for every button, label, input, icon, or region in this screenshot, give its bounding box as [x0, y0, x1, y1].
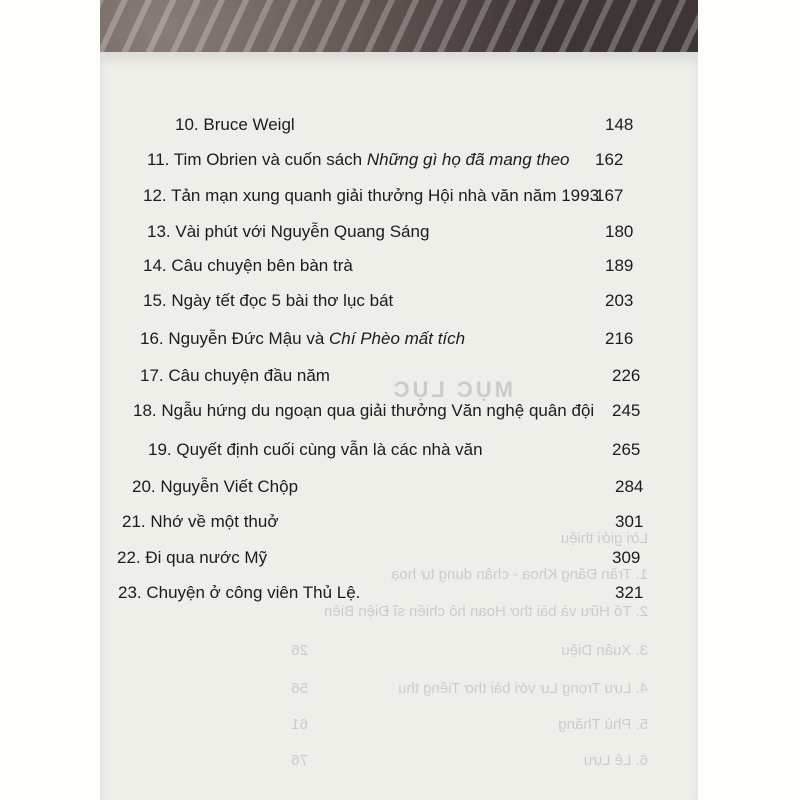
toc-entry-number: 13.: [147, 222, 176, 241]
toc-entry-title-text: Nguyễn Đức Mậu và: [168, 329, 330, 348]
toc-page-number: 245: [612, 401, 641, 420]
toc-entry: [132, 472, 298, 502]
toc-row: [100, 578, 698, 608]
show-through-line-text: Lời giới thiệu: [560, 530, 648, 547]
toc-entry-title: [160, 477, 298, 496]
toc-entry-number: 22.: [117, 548, 146, 567]
toc-entry-number: 21.: [122, 512, 151, 531]
toc-row: [100, 472, 698, 502]
toc-entry-title: [146, 583, 360, 602]
toc-entry-title-text: Câu chuyện bên bàn trà: [171, 256, 353, 275]
toc-entry-number: 15.: [143, 291, 172, 310]
show-through-line-text: 3. Xuân Diệu: [561, 642, 648, 659]
toc-entry-title-text: Đi qua nước Mỹ: [145, 548, 268, 567]
toc-entry-title-text: Tản mạn xung quanh giải thưởng Hội nhà văn năm 1993: [171, 186, 600, 205]
toc-entry-title-italic: Chí Phèo mất tích: [329, 329, 466, 348]
toc-entry-number: 18.: [133, 401, 162, 420]
show-through-line-text: 1. Trần Đăng Khoa - chân dung tự hoạ: [391, 566, 648, 583]
book-page: [100, 52, 698, 800]
toc-entry-title: [171, 186, 599, 205]
toc-page-number: 162: [595, 150, 624, 169]
toc-page-number: 216: [605, 329, 634, 348]
toc-row: [100, 145, 698, 175]
toc-page-number: 148: [605, 115, 634, 134]
toc-entry: [117, 543, 267, 573]
toc-entry: [147, 217, 429, 247]
toc-entry-title-text: Bruce Weigl: [203, 115, 295, 134]
toc-row: [100, 324, 698, 354]
toc-page-number: 301: [615, 512, 644, 531]
show-through-line-text: 6. Lê Lựu: [583, 752, 648, 769]
toc-entry-title-text: Ngẫu hứng du ngoạn qua giải thưởng Văn nghệ quân đội: [161, 401, 595, 420]
show-through-line-page: 26: [291, 642, 308, 659]
toc-page-number: 167: [595, 186, 624, 205]
table-of-contents: [100, 52, 698, 800]
toc-entry: [148, 435, 483, 465]
toc-entry-title-text: Nhớ về một thuở: [150, 512, 279, 531]
toc-row: [100, 251, 698, 281]
toc-row: [100, 110, 698, 140]
toc-page-number: 309: [612, 548, 641, 567]
show-through-heading: MỤC LỤC: [390, 377, 513, 402]
toc-entry-title-text: Chuyện ở công viên Thủ Lệ.: [146, 583, 361, 602]
show-through-line-text: 5. Phù Thăng: [558, 716, 648, 733]
toc-entry-title: [176, 440, 482, 459]
toc-entry: [122, 507, 278, 537]
toc-entry-title: [168, 329, 465, 348]
background-right: [698, 0, 800, 800]
toc-page-number: 284: [615, 477, 644, 496]
toc-entry-title-text: Vài phút với Nguyễn Quang Sáng: [175, 222, 430, 241]
toc-entry-title: [145, 548, 267, 567]
toc-row: [100, 543, 698, 573]
toc-entry-title-text: Ngày tết đọc 5 bài thơ lục bát: [171, 291, 394, 310]
toc-entry-title: [175, 222, 429, 241]
toc-entry-number: 17.: [140, 366, 169, 385]
toc-entry-number: 20.: [132, 477, 161, 496]
toc-entry-title: [171, 291, 393, 310]
toc-entry-title: [203, 115, 294, 134]
toc-entry-number: 10.: [175, 115, 204, 134]
toc-entry-number: 19.: [148, 440, 177, 459]
toc-entry-number: 12.: [143, 186, 172, 205]
toc-row: [100, 361, 698, 391]
toc-entry: [143, 251, 353, 281]
show-through-line-text: 4. Lưu Trọng Lư với bài thơ Tiếng thu: [398, 680, 648, 697]
toc-entry-number: 23.: [118, 583, 147, 602]
toc-page-number: 226: [612, 366, 641, 385]
toc-entry-title-text: Câu chuyện đầu năm: [168, 366, 330, 385]
toc-entry-title-text: Nguyễn Viết Chộp: [160, 477, 299, 496]
toc-page-number: 180: [605, 222, 634, 241]
toc-entry-title: [174, 150, 570, 169]
show-through-line-text: 2. Tố Hữu và bài thơ Hoan hô chiến sĩ Điện Biên: [324, 603, 648, 620]
toc-entry-number: 14.: [143, 256, 172, 275]
toc-entry-number: 11.: [147, 150, 174, 169]
toc-entry-title: [171, 256, 352, 275]
toc-entry-title-text: Quyết định cuối cùng vẫn là các nhà văn: [176, 440, 483, 459]
toc-row: [100, 435, 698, 465]
toc-row: [100, 217, 698, 247]
toc-entry: [133, 396, 594, 426]
background-left: [0, 0, 100, 800]
toc-entry: [118, 578, 360, 608]
toc-row: [100, 286, 698, 316]
toc-entry: [143, 286, 393, 316]
toc-row: [100, 396, 698, 426]
toc-entry-title: [150, 512, 278, 531]
toc-entry: [147, 145, 570, 175]
toc-entry: [140, 324, 465, 354]
show-through-line-page: 76: [291, 752, 308, 769]
toc-entry-title-italic: Những gì họ đã mang theo: [366, 150, 570, 169]
toc-page-number: 203: [605, 291, 634, 310]
toc-entry-title-text: Tim Obrien và cuốn sách: [173, 150, 367, 169]
toc-entry-title: [161, 401, 594, 420]
toc-page-number: 265: [612, 440, 641, 459]
toc-entry-number: 16.: [140, 329, 169, 348]
toc-page-number: 321: [615, 583, 644, 602]
toc-row: [100, 181, 698, 211]
show-through-line-page: 61: [291, 716, 308, 733]
toc-entry: [140, 361, 330, 391]
show-through-line-page: 56: [291, 680, 308, 697]
toc-entry: [143, 181, 599, 211]
toc-row: [100, 507, 698, 537]
toc-entry: [175, 110, 295, 140]
toc-entry-title: [168, 366, 330, 385]
toc-page-number: 189: [605, 256, 634, 275]
